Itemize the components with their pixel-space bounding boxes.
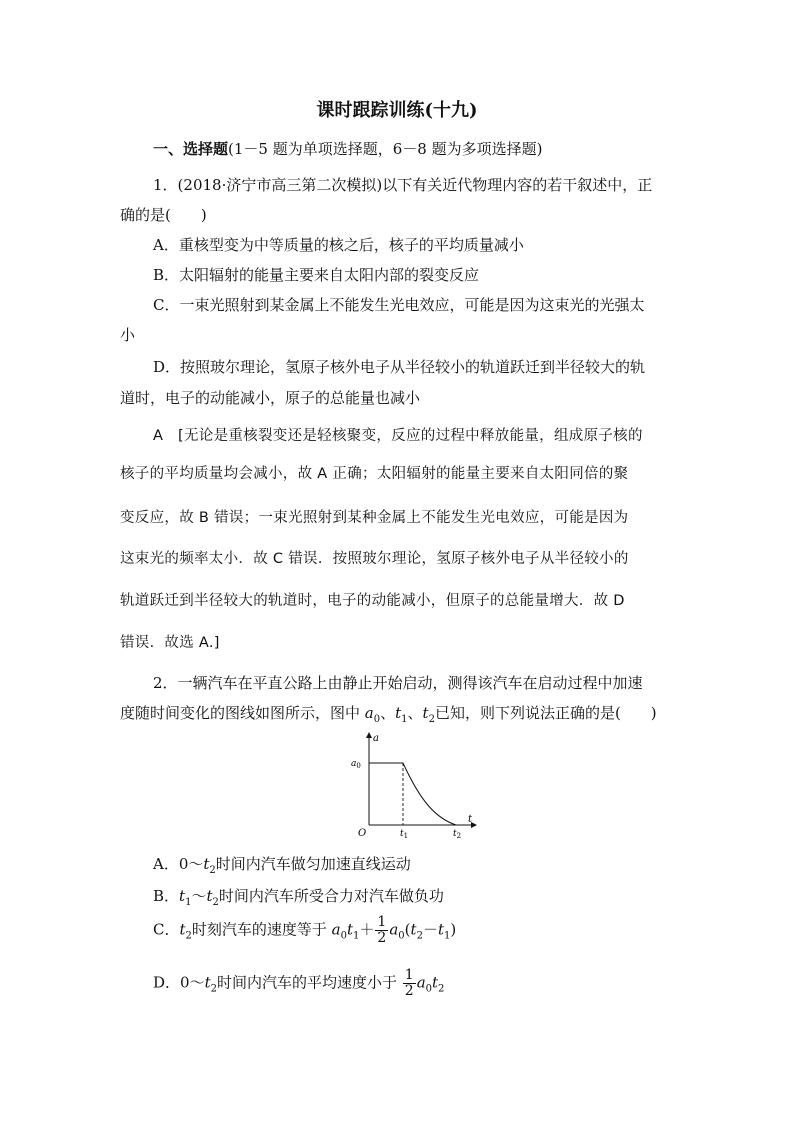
a0-label: $a_0$ <box>351 759 361 770</box>
q1-stem-line2: 确的是( ) <box>120 206 207 224</box>
q1-option-d-line2: 道时，电子的动能减小，原子的总能量也减小 <box>120 389 421 407</box>
q1-option-c-line2: 小 <box>120 326 136 344</box>
q2-option-b: B．$t_1\sim t_2$时间内汽车所受合力对汽车做负功 <box>153 887 444 908</box>
one-half-fraction: $\frac{1}{2}$ <box>377 914 387 946</box>
t1-label: $t_1$ <box>400 829 409 840</box>
q1-answer-line5: 轨道跃迁到半径较大的轨道时，电子的动能减小，但原子的总能量增大．故 D <box>120 593 625 609</box>
q1-answer-line6: 错误．故选 A.] <box>120 635 220 651</box>
q2-option-d: D．$0\sim t_2$时间内汽车的平均速度小于 $\frac{1}{2}$ $a_0t_2$ <box>153 967 445 999</box>
q1-option-b: B．太阳辐射的能量主要来自太阳内部的裂变反应 <box>153 266 480 284</box>
q2-option-c: C．$t_2$时刻汽车的速度等于 $a_0t_1+$ $\frac{1}{2}$ $a_0(t_2-t_1)$ <box>153 914 457 946</box>
section-note: (1－5 题为单项选择题，6－8 题为多项选择题) <box>228 140 543 158</box>
q1-option-d-line1: D．按照玻尔理论，氢原子核外电子从半径较小的轨道跃迁到半径较大的轨 <box>153 358 646 376</box>
q1-answer-line4: 这束光的频率太小．故 C 错误．按照玻尔理论，氢原子核外电子从半径较小的 <box>120 551 629 567</box>
section-heading-line <box>153 138 542 159</box>
y-axis-label: a <box>373 733 379 744</box>
q2-option-a: A．$0\sim t_2$时间内汽车做匀加速直线运动 <box>153 855 411 876</box>
x-axis-label: t <box>468 814 473 825</box>
page-title: 课时跟踪训练(十九) <box>316 100 478 121</box>
q1-stem-line1: 1．(2018·济宁市高三第二次模拟)以下有关近代物理内容的若干叙述中，正 <box>153 176 653 194</box>
q1-option-a: A．重核型变为中等质量的核之后，核子的平均质量减小 <box>153 236 524 254</box>
origin-label: O <box>358 828 367 839</box>
q1-answer-line3: 变反应，故 B 错误；一束光照射到某种金属上不能发生光电效应，可能是因为 <box>120 510 629 526</box>
q1-option-c-line1: C．一束光照射到某金属上不能发生光电效应，可能是因为这束光的光强太 <box>153 296 645 314</box>
q2-stem-line1: 2．一辆汽车在平直公路上由静止开始启动，测得该汽车在启动过程中加速 <box>153 674 643 692</box>
acceleration-time-graph <box>340 730 480 840</box>
one-half-fraction: $\frac{1}{2}$ <box>404 967 414 999</box>
t2-label: $t_2$ <box>453 829 462 840</box>
q2-stem-line2: 度随时间变化的图线如图所示，图中 $a_0$、$t_1$、$t_2$已知，则下列说法正确的是( ) <box>120 704 657 725</box>
acceleration-curve <box>369 763 456 825</box>
section-heading: 一、选择题 <box>153 140 229 158</box>
q1-answer-line2: 核子的平均质量均会减小，故 A 正确；太阳辐射的能量主要来自太阳同倍的聚 <box>120 466 629 482</box>
q1-answer-line1: A [无论是重核裂变还是轻核聚变，反应的过程中释放能量，组成原子核的 <box>153 428 643 444</box>
